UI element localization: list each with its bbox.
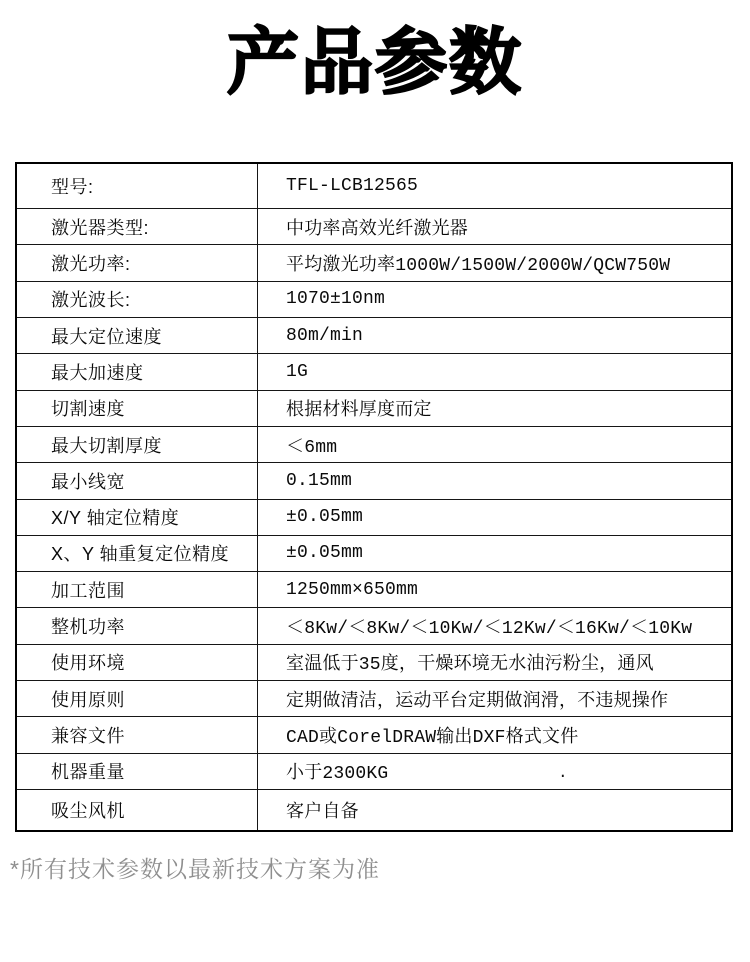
spec-label: 加工范围: [17, 572, 258, 607]
spec-label: 切割速度: [17, 391, 258, 426]
spec-label: 吸尘风机: [17, 790, 258, 830]
spec-label: 整机功率: [17, 608, 258, 643]
page-title: 产品参数: [226, 23, 523, 103]
spec-value: 小于2300KG .: [286, 763, 568, 785]
spec-value: CAD或CorelDRAW输出DXF格式文件: [286, 728, 579, 749]
spec-value: 80m/min: [286, 325, 364, 346]
spec-label: 机器重量: [17, 754, 258, 789]
table-row: [17, 645, 731, 681]
spec-label: 激光功率:: [17, 245, 258, 280]
table-row: [17, 717, 731, 753]
spec-value: 0.15mm: [286, 470, 353, 491]
spec-value: 根据材料厚度而定: [286, 401, 432, 422]
stray-dot: .: [558, 763, 568, 782]
table-row: [17, 608, 731, 644]
spec-label: X/Y 轴定位精度: [17, 500, 258, 535]
spec-table: [15, 162, 733, 832]
spec-value: 1070±10nm: [286, 289, 386, 310]
spec-value: ±0.05mm: [286, 543, 364, 564]
spec-label: 激光波长:: [17, 282, 258, 317]
table-row: [17, 282, 731, 318]
spec-value: 1250mm×650mm: [286, 579, 419, 600]
spec-value: ＜6mm: [286, 437, 338, 458]
table-row: [17, 427, 731, 463]
spec-label: 型号:: [17, 164, 258, 208]
spec-label: 使用原则: [17, 681, 258, 716]
table-row: [17, 164, 731, 209]
table-row: [17, 354, 731, 390]
table-row: [17, 500, 731, 536]
spec-value: 客户自备: [286, 803, 359, 823]
spec-value: 平均激光功率1000W/1500W/2000W/QCW750W: [286, 255, 671, 276]
table-row: [17, 318, 731, 354]
spec-label: 最大定位速度: [17, 318, 258, 353]
spec-value: 1G: [286, 361, 309, 382]
spec-value: ±0.05mm: [286, 507, 364, 528]
spec-value: ＜8Kw/＜8Kw/＜10Kw/＜12Kw/＜16Kw/＜10Kw: [286, 619, 693, 640]
spec-label: 使用环境: [17, 645, 258, 680]
table-row: [17, 754, 731, 790]
spec-label: X、Y 轴重复定位精度: [17, 536, 258, 571]
spec-value: TFL-LCB12565: [286, 176, 419, 196]
spec-label: 最大切割厚度: [17, 427, 258, 462]
spec-label: 激光器类型:: [17, 209, 258, 244]
table-row: [17, 463, 731, 499]
table-row: [17, 536, 731, 572]
table-row: [17, 790, 731, 830]
spec-value: 室温低于35度，干燥环境无水油污粉尘，通风: [286, 655, 654, 676]
spec-value: 中功率高效光纤激光器: [286, 219, 468, 240]
spec-label: 最小线宽: [17, 463, 258, 498]
table-row: [17, 245, 731, 281]
table-row: [17, 209, 731, 245]
table-row: [17, 572, 731, 608]
spec-value: 定期做清洁，运动平台定期做润滑，不违规操作: [286, 691, 669, 712]
spec-label: 兼容文件: [17, 717, 258, 752]
table-row: [17, 391, 731, 427]
footnote: *所有技术参数以最新技术方案为准: [10, 856, 380, 882]
spec-label: 最大加速度: [17, 354, 258, 389]
table-row: [17, 681, 731, 717]
